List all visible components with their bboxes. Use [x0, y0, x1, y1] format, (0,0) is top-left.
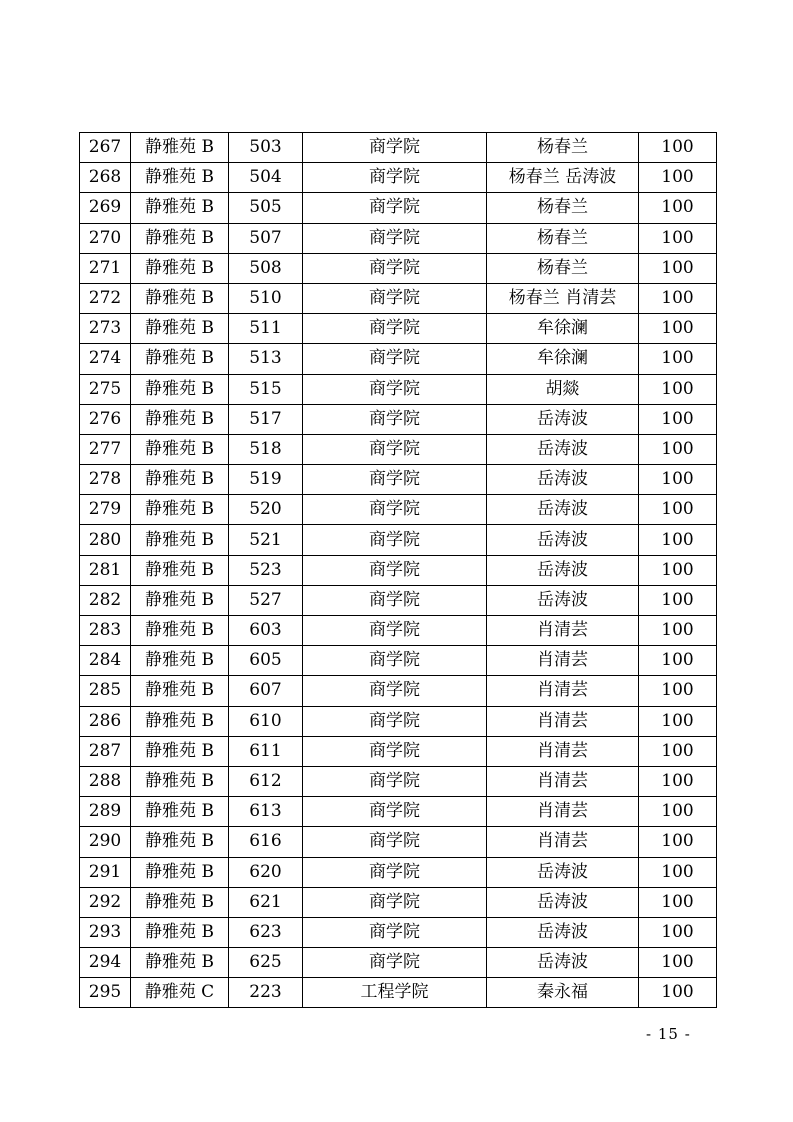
- table-row: [80, 434, 717, 464]
- score-cell: 100: [639, 404, 717, 434]
- college-cell: 商学院: [303, 314, 487, 344]
- table-row: [80, 465, 717, 495]
- college-cell: 商学院: [303, 857, 487, 887]
- table-row: [80, 133, 717, 163]
- score-cell: 100: [639, 344, 717, 374]
- building-cell: 静雅苑 B: [131, 797, 229, 827]
- college-cell: 商学院: [303, 193, 487, 223]
- row-number-cell: 285: [80, 676, 131, 706]
- college-cell: 商学院: [303, 223, 487, 253]
- row-number-cell: 279: [80, 495, 131, 525]
- row-number-cell: 275: [80, 374, 131, 404]
- room-cell: 520: [229, 495, 303, 525]
- college-cell: 商学院: [303, 676, 487, 706]
- score-cell: 100: [639, 253, 717, 283]
- row-number-cell: 269: [80, 193, 131, 223]
- counselor-cell: 肖清芸: [487, 646, 639, 676]
- counselor-cell: 牟徐澜: [487, 314, 639, 344]
- counselor-cell: 岳涛波: [487, 585, 639, 615]
- building-cell: 静雅苑 B: [131, 253, 229, 283]
- room-cell: 510: [229, 283, 303, 313]
- college-cell: 商学院: [303, 495, 487, 525]
- score-cell: 100: [639, 223, 717, 253]
- building-cell: 静雅苑 B: [131, 193, 229, 223]
- building-cell: 静雅苑 B: [131, 555, 229, 585]
- building-cell: 静雅苑 B: [131, 404, 229, 434]
- score-cell: 100: [639, 585, 717, 615]
- score-cell: 100: [639, 283, 717, 313]
- room-cell: 521: [229, 525, 303, 555]
- building-cell: 静雅苑 B: [131, 344, 229, 374]
- score-cell: 100: [639, 766, 717, 796]
- row-number-cell: 271: [80, 253, 131, 283]
- score-cell: 100: [639, 434, 717, 464]
- room-cell: 623: [229, 917, 303, 947]
- building-cell: 静雅苑 B: [131, 857, 229, 887]
- score-cell: 100: [639, 374, 717, 404]
- table-row: [80, 676, 717, 706]
- college-cell: 商学院: [303, 766, 487, 796]
- score-cell: 100: [639, 163, 717, 193]
- table-row: [80, 404, 717, 434]
- counselor-cell: 岳涛波: [487, 857, 639, 887]
- row-number-cell: 270: [80, 223, 131, 253]
- table-body: [80, 133, 717, 1008]
- college-cell: 商学院: [303, 344, 487, 374]
- dormitory-table: [79, 132, 717, 1008]
- room-cell: 616: [229, 827, 303, 857]
- counselor-cell: 岳涛波: [487, 555, 639, 585]
- score-cell: 100: [639, 465, 717, 495]
- college-cell: 商学院: [303, 917, 487, 947]
- counselor-cell: 岳涛波: [487, 495, 639, 525]
- score-cell: 100: [639, 978, 717, 1008]
- college-cell: 商学院: [303, 616, 487, 646]
- table-row: [80, 917, 717, 947]
- college-cell: 商学院: [303, 736, 487, 766]
- room-cell: 503: [229, 133, 303, 163]
- table-row: [80, 646, 717, 676]
- table-row: [80, 706, 717, 736]
- row-number-cell: 287: [80, 736, 131, 766]
- building-cell: 静雅苑 B: [131, 465, 229, 495]
- table-row: [80, 887, 717, 917]
- building-cell: 静雅苑 B: [131, 585, 229, 615]
- table-row: [80, 797, 717, 827]
- room-cell: 613: [229, 797, 303, 827]
- building-cell: 静雅苑 B: [131, 766, 229, 796]
- row-number-cell: 276: [80, 404, 131, 434]
- table-row: [80, 223, 717, 253]
- room-cell: 511: [229, 314, 303, 344]
- college-cell: 商学院: [303, 887, 487, 917]
- college-cell: 商学院: [303, 797, 487, 827]
- score-cell: 100: [639, 133, 717, 163]
- college-cell: 商学院: [303, 253, 487, 283]
- room-cell: 513: [229, 344, 303, 374]
- row-number-cell: 277: [80, 434, 131, 464]
- college-cell: 商学院: [303, 555, 487, 585]
- table-row: [80, 344, 717, 374]
- counselor-cell: 肖清芸: [487, 766, 639, 796]
- counselor-cell: 胡燚: [487, 374, 639, 404]
- counselor-cell: 杨春兰: [487, 253, 639, 283]
- building-cell: 静雅苑 B: [131, 706, 229, 736]
- score-cell: 100: [639, 736, 717, 766]
- score-cell: 100: [639, 314, 717, 344]
- building-cell: 静雅苑 B: [131, 495, 229, 525]
- counselor-cell: 肖清芸: [487, 706, 639, 736]
- building-cell: 静雅苑 B: [131, 736, 229, 766]
- counselor-cell: 肖清芸: [487, 797, 639, 827]
- score-cell: 100: [639, 193, 717, 223]
- counselor-cell: 肖清芸: [487, 827, 639, 857]
- table-row: [80, 374, 717, 404]
- row-number-cell: 267: [80, 133, 131, 163]
- counselor-cell: 杨春兰 肖清芸: [487, 283, 639, 313]
- building-cell: 静雅苑 B: [131, 314, 229, 344]
- room-cell: 603: [229, 616, 303, 646]
- score-cell: 100: [639, 948, 717, 978]
- score-cell: 100: [639, 676, 717, 706]
- table-row: [80, 736, 717, 766]
- counselor-cell: 岳涛波: [487, 887, 639, 917]
- score-cell: 100: [639, 555, 717, 585]
- counselor-cell: 肖清芸: [487, 736, 639, 766]
- building-cell: 静雅苑 B: [131, 163, 229, 193]
- building-cell: 静雅苑 B: [131, 917, 229, 947]
- table-row: [80, 555, 717, 585]
- score-cell: 100: [639, 525, 717, 555]
- table-row: [80, 585, 717, 615]
- room-cell: 612: [229, 766, 303, 796]
- room-cell: 515: [229, 374, 303, 404]
- row-number-cell: 268: [80, 163, 131, 193]
- room-cell: 523: [229, 555, 303, 585]
- row-number-cell: 272: [80, 283, 131, 313]
- score-cell: 100: [639, 857, 717, 887]
- row-number-cell: 278: [80, 465, 131, 495]
- row-number-cell: 292: [80, 887, 131, 917]
- table-row: [80, 283, 717, 313]
- table-row: [80, 948, 717, 978]
- room-cell: 518: [229, 434, 303, 464]
- score-cell: 100: [639, 797, 717, 827]
- room-cell: 607: [229, 676, 303, 706]
- room-cell: 527: [229, 585, 303, 615]
- building-cell: 静雅苑 B: [131, 374, 229, 404]
- counselor-cell: 岳涛波: [487, 465, 639, 495]
- college-cell: 商学院: [303, 163, 487, 193]
- room-cell: 605: [229, 646, 303, 676]
- score-cell: 100: [639, 917, 717, 947]
- counselor-cell: 秦永福: [487, 978, 639, 1008]
- building-cell: 静雅苑 B: [131, 827, 229, 857]
- row-number-cell: 280: [80, 525, 131, 555]
- table-row: [80, 314, 717, 344]
- counselor-cell: 杨春兰: [487, 133, 639, 163]
- building-cell: 静雅苑 B: [131, 646, 229, 676]
- building-cell: 静雅苑 B: [131, 887, 229, 917]
- room-cell: 620: [229, 857, 303, 887]
- row-number-cell: 288: [80, 766, 131, 796]
- college-cell: 商学院: [303, 525, 487, 555]
- college-cell: 商学院: [303, 706, 487, 736]
- college-cell: 商学院: [303, 585, 487, 615]
- counselor-cell: 岳涛波: [487, 525, 639, 555]
- score-cell: 100: [639, 616, 717, 646]
- college-cell: 工程学院: [303, 978, 487, 1008]
- score-cell: 100: [639, 827, 717, 857]
- room-cell: 519: [229, 465, 303, 495]
- row-number-cell: 291: [80, 857, 131, 887]
- counselor-cell: 岳涛波: [487, 948, 639, 978]
- college-cell: 商学院: [303, 827, 487, 857]
- table-row: [80, 495, 717, 525]
- room-cell: 621: [229, 887, 303, 917]
- college-cell: 商学院: [303, 404, 487, 434]
- row-number-cell: 284: [80, 646, 131, 676]
- row-number-cell: 282: [80, 585, 131, 615]
- counselor-cell: 杨春兰: [487, 223, 639, 253]
- row-number-cell: 294: [80, 948, 131, 978]
- row-number-cell: 283: [80, 616, 131, 646]
- room-cell: 223: [229, 978, 303, 1008]
- counselor-cell: 牟徐澜: [487, 344, 639, 374]
- page-number: - 15 -: [646, 1025, 691, 1043]
- score-cell: 100: [639, 887, 717, 917]
- row-number-cell: 274: [80, 344, 131, 374]
- table-row: [80, 163, 717, 193]
- table-row: [80, 857, 717, 887]
- building-cell: 静雅苑 B: [131, 133, 229, 163]
- counselor-cell: 肖清芸: [487, 676, 639, 706]
- counselor-cell: 岳涛波: [487, 434, 639, 464]
- building-cell: 静雅苑 B: [131, 948, 229, 978]
- table-row: [80, 616, 717, 646]
- room-cell: 505: [229, 193, 303, 223]
- building-cell: 静雅苑 B: [131, 283, 229, 313]
- row-number-cell: 290: [80, 827, 131, 857]
- table-row: [80, 766, 717, 796]
- room-cell: 504: [229, 163, 303, 193]
- row-number-cell: 289: [80, 797, 131, 827]
- table-row: [80, 525, 717, 555]
- room-cell: 610: [229, 706, 303, 736]
- building-cell: 静雅苑 B: [131, 223, 229, 253]
- college-cell: 商学院: [303, 374, 487, 404]
- table-row: [80, 253, 717, 283]
- college-cell: 商学院: [303, 948, 487, 978]
- counselor-cell: 杨春兰 岳涛波: [487, 163, 639, 193]
- score-cell: 100: [639, 706, 717, 736]
- building-cell: 静雅苑 B: [131, 616, 229, 646]
- room-cell: 508: [229, 253, 303, 283]
- table-row: [80, 978, 717, 1008]
- building-cell: 静雅苑 B: [131, 434, 229, 464]
- counselor-cell: 杨春兰: [487, 193, 639, 223]
- room-cell: 517: [229, 404, 303, 434]
- college-cell: 商学院: [303, 434, 487, 464]
- row-number-cell: 286: [80, 706, 131, 736]
- row-number-cell: 293: [80, 917, 131, 947]
- row-number-cell: 273: [80, 314, 131, 344]
- row-number-cell: 281: [80, 555, 131, 585]
- room-cell: 625: [229, 948, 303, 978]
- score-cell: 100: [639, 646, 717, 676]
- room-cell: 611: [229, 736, 303, 766]
- building-cell: 静雅苑 B: [131, 676, 229, 706]
- table-row: [80, 193, 717, 223]
- counselor-cell: 岳涛波: [487, 917, 639, 947]
- college-cell: 商学院: [303, 283, 487, 313]
- score-cell: 100: [639, 495, 717, 525]
- counselor-cell: 肖清芸: [487, 616, 639, 646]
- college-cell: 商学院: [303, 646, 487, 676]
- building-cell: 静雅苑 B: [131, 525, 229, 555]
- building-cell: 静雅苑 C: [131, 978, 229, 1008]
- college-cell: 商学院: [303, 465, 487, 495]
- counselor-cell: 岳涛波: [487, 404, 639, 434]
- college-cell: 商学院: [303, 133, 487, 163]
- table-row: [80, 827, 717, 857]
- row-number-cell: 295: [80, 978, 131, 1008]
- room-cell: 507: [229, 223, 303, 253]
